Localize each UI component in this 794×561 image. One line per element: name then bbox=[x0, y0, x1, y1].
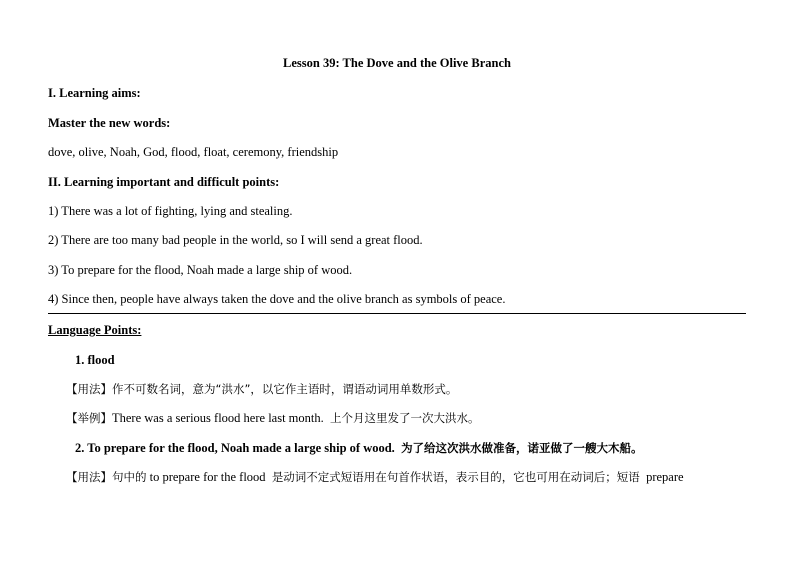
usage-tail-word: prepare bbox=[646, 470, 684, 484]
horizontal-rule bbox=[48, 313, 746, 314]
section-learning-aims-heading: I. Learning aims: bbox=[48, 86, 141, 100]
language-points-heading: Language Points: bbox=[48, 323, 142, 337]
point-2: 2) There are too many bad people in the world, so I will send a great flood. bbox=[48, 233, 423, 247]
example-english: There was a serious flood here last month. bbox=[112, 411, 324, 425]
language-point-2-title-english: 2. To prepare for the flood, Noah made a large ship of wood. bbox=[75, 441, 395, 455]
example-tag: 【举例】 bbox=[66, 411, 112, 425]
language-point-2-usage bbox=[66, 469, 684, 485]
usage-english-phrase: to prepare for the flood bbox=[149, 470, 266, 484]
new-words-heading: Master the new words: bbox=[48, 116, 171, 130]
point-4: 4) Since then, people have always taken the dove and the olive branch as symbols of peace. bbox=[48, 292, 506, 306]
language-point-1-example bbox=[66, 410, 480, 426]
language-point-2-title bbox=[75, 440, 643, 456]
usage-chinese: 是动词不定式短语用在句首作状语，表示目的，它也可用在动词后；短语 bbox=[271, 470, 640, 484]
language-point-1-usage: 【用法】作不可数名词，意为“洪水”，以它作主语时，谓语动词用单数形式。 bbox=[66, 382, 458, 396]
language-point-2-title-chinese: 为了给这次洪水做准备，诺亚做了一艘大木船。 bbox=[401, 441, 643, 455]
lesson-title: Lesson 39: The Dove and the Olive Branch bbox=[283, 56, 511, 70]
point-1: 1) There was a lot of fighting, lying and stealing. bbox=[48, 204, 293, 218]
usage-tag: 【用法】句中的 bbox=[66, 470, 147, 484]
language-point-1-title: 1. flood bbox=[75, 353, 115, 367]
point-3: 3) To prepare for the flood, Noah made a large ship of wood. bbox=[48, 263, 353, 277]
section-important-points-heading: II. Learning important and difficult points: bbox=[48, 175, 280, 189]
example-chinese: 上个月这里发了一次大洪水。 bbox=[330, 411, 480, 425]
new-words-list: dove, olive, Noah, God, flood, float, ceremony, friendship bbox=[48, 145, 339, 159]
